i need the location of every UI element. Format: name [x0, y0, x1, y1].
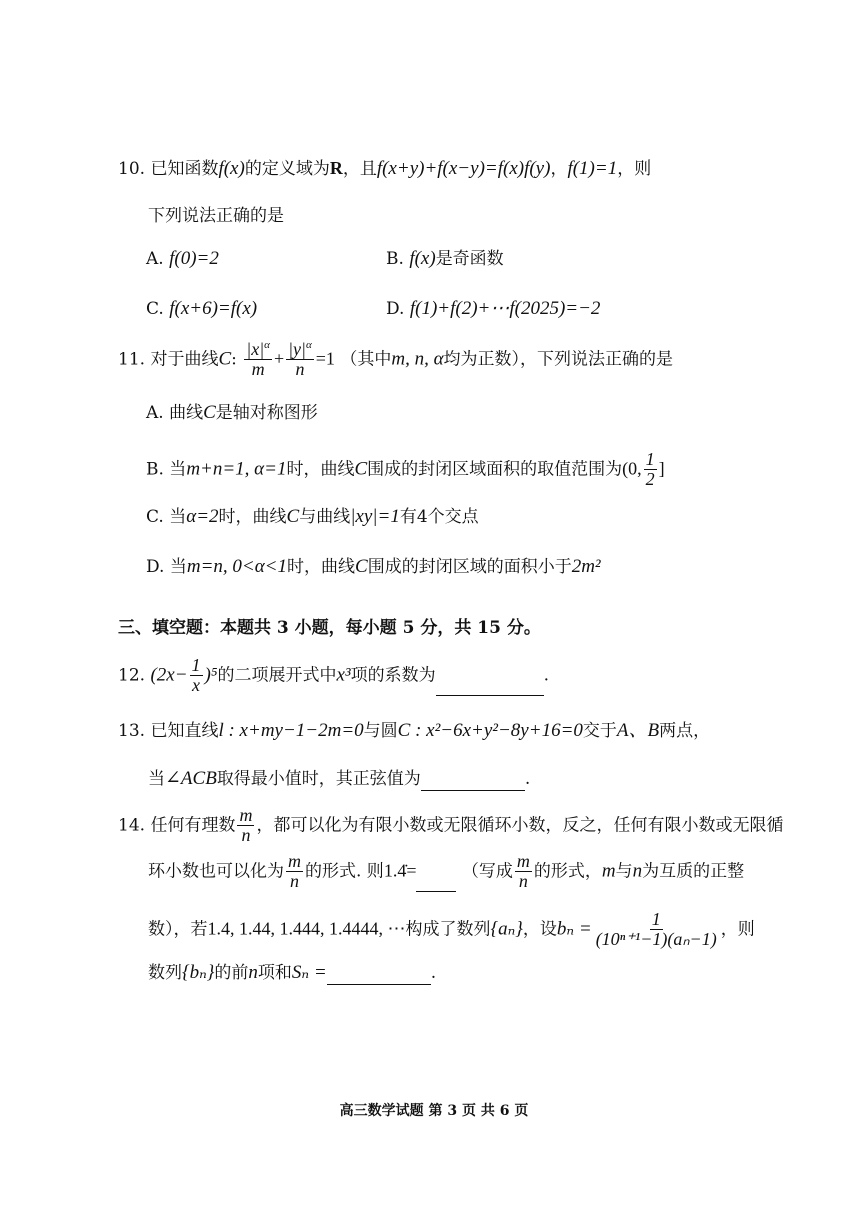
q10-option-d [386, 298, 600, 321]
q13-text: 取得最小值时，其正弦值为 [216, 769, 421, 789]
q11-option-b [146, 450, 665, 490]
option-expr: f(x+6)=f(x) [169, 298, 258, 319]
q12-text: 项的系数为 [350, 665, 436, 686]
frac-den: m [251, 358, 265, 379]
bn-fraction [594, 910, 719, 950]
period: . [524, 769, 531, 789]
option-expr: f(0)=2 [169, 248, 219, 269]
curve-C: C [203, 402, 216, 423]
curve-C: C [218, 348, 232, 370]
frac-den: n [295, 358, 305, 379]
period: . [543, 665, 550, 686]
q10-option-a [146, 248, 219, 271]
q14-text: 为互质的正整 [642, 861, 745, 882]
seq-an: {aₙ} [490, 918, 523, 940]
circle-equation: C : x²−6x+y²−8y+16=0 [397, 720, 583, 741]
points: A、B [616, 720, 660, 741]
q11-text: （其中 [340, 349, 392, 370]
var-n: n [632, 860, 643, 882]
q14-line2 [148, 852, 744, 892]
q11-fraction-x [244, 340, 272, 380]
option-label: A. [146, 249, 164, 269]
q11-option-c [146, 506, 479, 529]
option-expr: f(x) [409, 248, 436, 269]
alpha-exp: α [306, 339, 312, 351]
option-cond: m+n=1, α=1 [186, 458, 287, 480]
q14-fraction-mn [515, 852, 532, 892]
answer-blank[interactable] [416, 873, 456, 892]
q10-text: ， [550, 159, 568, 179]
option-text: 围成的封闭区域的面积小于 [367, 557, 572, 577]
frac-num: m [288, 851, 301, 871]
frac-num: m [239, 805, 253, 825]
page-footer: 高三数学试题 第 3 页 共 6 页 [339, 1103, 529, 1119]
frac-den: x [192, 674, 201, 695]
answer-blank[interactable] [421, 772, 525, 791]
area-bound: 2m² [571, 556, 601, 577]
range-fraction [644, 450, 657, 490]
frac-num: 1 [651, 909, 661, 929]
q12-stem [118, 656, 549, 696]
option-text: 时，曲线 [218, 507, 287, 527]
frac-num: 1 [645, 449, 655, 469]
option-label: B. 当 [146, 459, 187, 480]
range-close: ] [658, 458, 665, 479]
section-heading: 三、填空题：本题共 3 小题，每小题 5 分，共 15 分。 [118, 618, 541, 638]
q11-option-d [146, 556, 601, 579]
curve-C: C [355, 556, 368, 577]
period: . [430, 963, 437, 983]
option-text: 围成的封闭区域面积的取值范围为 [367, 459, 623, 480]
frac-num: |x| [246, 339, 265, 359]
q12-term: x³ [336, 664, 351, 686]
option-text: 是奇函数 [435, 249, 504, 269]
q11-text: 对于曲线 [150, 349, 219, 370]
var-m: m [601, 860, 616, 882]
q13-text: 当 [148, 769, 165, 789]
q12-fraction [190, 656, 203, 696]
option-label: B. [386, 249, 404, 269]
q11-text: 均为正数），下列说法正确的是 [443, 349, 674, 370]
q10-f1: f(1)=1 [567, 158, 618, 179]
angle: ∠ACB [165, 768, 217, 789]
option-text: 是轴对称图形 [215, 403, 318, 423]
line-equation: l : x+my−1−2m=0 [218, 720, 364, 741]
q10-text: 的定义域为 [244, 159, 330, 179]
q13-text: 交于 [582, 721, 617, 741]
sequence: 1.4, 1.44, 1.444, 1.4444, ⋯ [207, 918, 406, 939]
q14-text: ，则 [720, 919, 755, 940]
q14-text: 与 [615, 861, 633, 882]
q12-text: 的二项展开式中 [217, 665, 337, 686]
option-label: C. [146, 299, 164, 319]
option-text: 与曲线 [299, 507, 351, 527]
q10-stem-line2: 下列说法正确的是 [148, 206, 284, 226]
equals: = [406, 860, 417, 881]
var-n: n [248, 962, 258, 983]
q13-number: 13. [118, 721, 146, 741]
q13-stem-line1 [118, 720, 710, 743]
q11-colon: : [231, 349, 237, 370]
q14-text: ，都可以化为有限小数或无限循环小数，反之，任何有限小数或无限循 [256, 815, 784, 836]
binomial-close: )⁵ [204, 664, 218, 686]
plus: + [273, 348, 285, 369]
q10-number: 10. [118, 159, 146, 179]
q11-vars: m, n, α [391, 348, 444, 370]
q14-number: 14. [118, 815, 146, 836]
q10-text: ，且 [342, 159, 377, 179]
q12-number: 12. [118, 665, 146, 686]
q14-fraction-mn [286, 852, 303, 892]
q13-stem-line2 [148, 768, 530, 791]
q10-text: ，则 [617, 159, 652, 179]
equals-one: =1 [315, 348, 335, 369]
q11-option-a [146, 402, 318, 425]
answer-blank[interactable] [327, 966, 431, 985]
frac-num: m [516, 851, 530, 871]
frac-den: n [518, 870, 528, 891]
q10-option-b [386, 248, 504, 271]
frac-den: (10ⁿ⁺¹−1)(aₙ−1) [595, 928, 717, 949]
answer-blank[interactable] [436, 677, 544, 696]
option-label: D. [386, 299, 405, 319]
option-text: 时，曲线 [286, 459, 355, 480]
q10-fx: f(x) [218, 158, 245, 179]
q10-stem-line1 [118, 158, 651, 181]
curve-xy: |xy|=1 [350, 506, 400, 527]
q13-text: 两点， [659, 721, 711, 741]
option-label: A. 曲线 [146, 403, 204, 423]
q14-text: 数列 [148, 963, 182, 983]
q14-text: ，设 [522, 919, 557, 940]
frac-num: 1 [191, 655, 201, 675]
option-text: 有4个交点 [399, 507, 479, 527]
option-label: D. 当 [146, 557, 187, 577]
q14-line1 [118, 806, 783, 846]
q10-R: R [329, 158, 343, 178]
q14-text: 构成了数列 [405, 919, 491, 940]
q14-fraction-mn [237, 806, 254, 846]
bn-def: bₙ = [556, 918, 592, 940]
option-label: C. 当 [146, 507, 187, 527]
q14-text: 项和 [257, 963, 292, 983]
q10-equation: f(x+y)+f(x−y)=f(x)f(y) [376, 158, 551, 179]
q10-text: 已知函数 [150, 159, 219, 179]
option-expr: f(1)+f(2)+⋯f(2025)=−2 [409, 298, 601, 319]
q13-text: 已知直线 [150, 721, 219, 741]
repeating-decimal: 1.4̇ [383, 860, 407, 881]
q14-text: 的形式. 则 [305, 861, 384, 882]
q14-text: （写成 [461, 861, 513, 882]
curve-C: C [354, 458, 368, 480]
sum-sn: Sₙ = [291, 962, 327, 983]
q14-text: 数），若 [148, 919, 208, 940]
option-cond: α=2 [186, 506, 219, 527]
q13-text: 与圆 [363, 721, 398, 741]
frac-den: 2 [645, 468, 655, 489]
frac-den: n [241, 824, 251, 845]
q14-text: 的形式， [533, 861, 602, 882]
option-text: 时，曲线 [287, 557, 356, 577]
frac-den: n [290, 870, 299, 891]
q11-stem [118, 340, 673, 380]
q11-number: 11. [118, 349, 146, 370]
q11-fraction-y [286, 340, 314, 380]
q14-text: 的前 [214, 963, 249, 983]
q14-line3 [148, 910, 755, 950]
q14-line4 [148, 962, 436, 985]
range-open: (0, [622, 458, 642, 479]
curve-C: C [286, 506, 300, 527]
frac-num: |y| [288, 339, 306, 359]
seq-bn: {bₙ} [182, 962, 215, 983]
q10-option-c [146, 298, 257, 321]
q14-text: 任何有理数 [150, 815, 236, 836]
binomial-open: (2x− [150, 664, 188, 686]
q14-text: 环小数也可以化为 [148, 861, 284, 882]
option-cond: m=n, 0<α<1 [186, 556, 288, 577]
alpha-exp: α [264, 339, 270, 351]
